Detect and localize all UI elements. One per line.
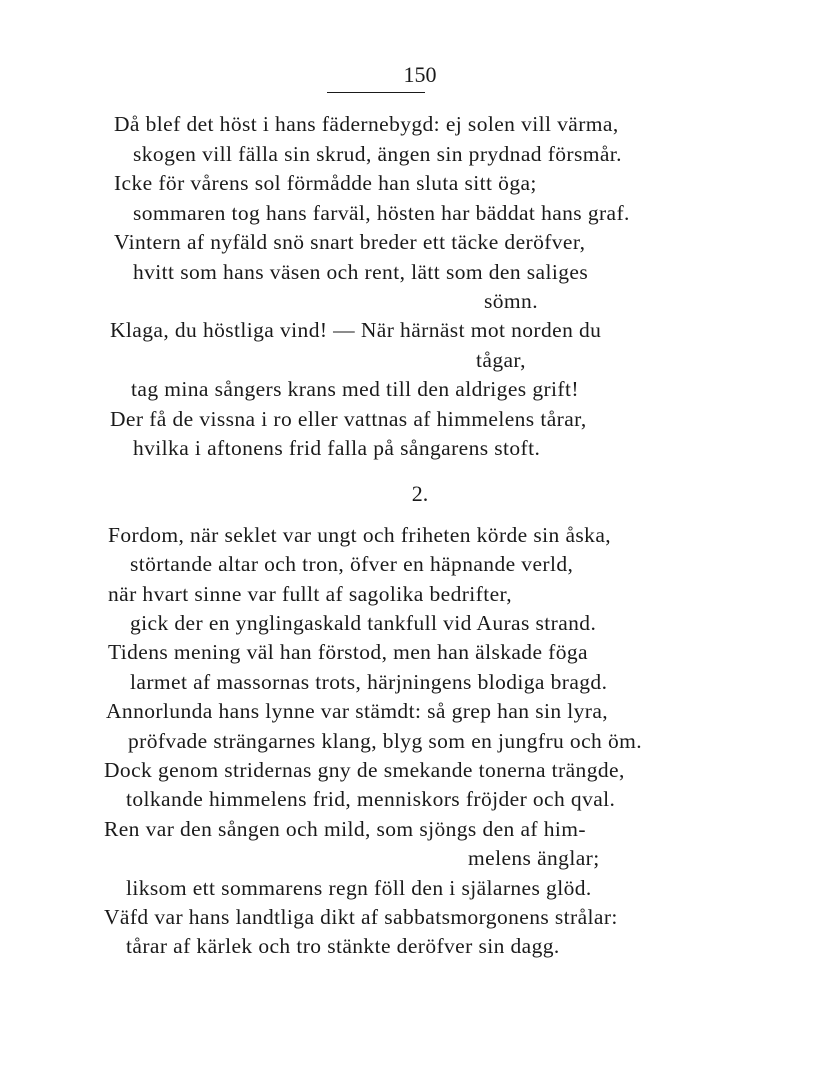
poem-line: gick der en ynglingaskald tankfull vid Auras strand. <box>130 611 597 635</box>
poem-line: Vintern af nyfäld snö snart breder ett täcke deröfver, <box>114 230 586 254</box>
poem-line: Dock genom stridernas gny de smekande tonerna trängde, <box>104 758 625 782</box>
poem-line: Fordom, när seklet var ungt och friheten körde sin åska, <box>108 523 612 547</box>
poem-line: hvitt som hans väsen och rent, lätt som den saliges <box>133 260 589 284</box>
poem-line: Icke för vårens sol förmådde han sluta sitt öga; <box>114 171 537 195</box>
poem-line: när hvart sinne var fullt af sagolika bedrifter, <box>108 582 512 606</box>
section-number: 2. <box>411 481 429 506</box>
poem-line: pröfvade strängarnes klang, blyg som en jungfru och öm. <box>128 729 642 753</box>
poem-line: liksom ett sommarens regn föll den i själarnes glöd. <box>126 876 592 900</box>
poem-line: skogen vill fälla sin skrud, ängen sin prydnad försmår. <box>133 142 622 166</box>
poem-line-continuation: melens änglar; <box>468 846 600 870</box>
poem-line: Der få de vissna i ro eller vattnas af himmelens tårar, <box>110 407 587 431</box>
poem-line: Annorlunda hans lynne var stämdt: så grep han sin lyra, <box>106 699 609 723</box>
poem-line: tårar af kärlek och tro stänkte deröfver sin dagg. <box>126 934 560 958</box>
poem-line: Väfd var hans landtliga dikt af sabbatsmorgonens strålar: <box>104 905 618 929</box>
poem-line: sommaren tog hans farväl, hösten har bäddat hans graf. <box>133 201 630 225</box>
poem-line: Klaga, du höstliga vind! — När härnäst mot norden du <box>110 318 602 342</box>
poem-line: Då blef det höst i hans fädernebygd: ej solen vill värma, <box>114 112 619 136</box>
poem-line: störtande altar och tron, öfver en häpnande verld, <box>130 552 574 576</box>
poem-line: larmet af massornas trots, härjningens blodiga bragd. <box>130 670 608 694</box>
poem-line: Tidens mening väl han förstod, men han älskade föga <box>108 640 588 664</box>
poem-line-continuation: sömn. <box>484 289 538 313</box>
poem-line: Ren var den sången och mild, som sjöngs den af him- <box>104 817 586 841</box>
poem-line: tolkande himmelens frid, menniskors fröjder och qval. <box>126 787 616 811</box>
poem-line: tag mina sångers krans med till den aldriges grift! <box>131 377 579 401</box>
poem-line-continuation: tågar, <box>476 348 526 372</box>
poem-line: hvilka i aftonens frid falla på sångarens stoft. <box>133 436 541 460</box>
page-number: 150 <box>403 62 437 87</box>
header-rule <box>327 92 425 93</box>
